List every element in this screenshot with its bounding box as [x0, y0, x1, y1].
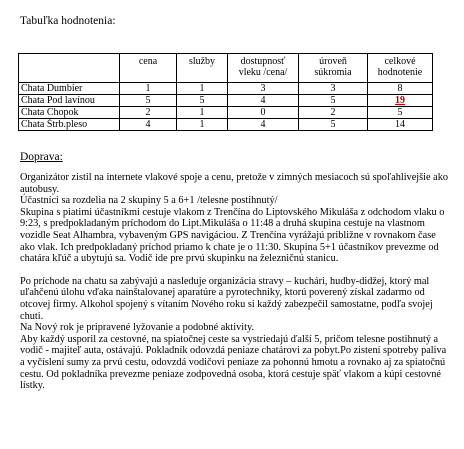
- table-row: [19, 83, 433, 95]
- paragraph-gap: [20, 265, 452, 276]
- table-cell: 2: [299, 107, 368, 119]
- header-cell-sluzby: služby: [177, 54, 228, 83]
- table-cell: 3: [299, 83, 368, 95]
- table-cell: 8: [368, 83, 433, 95]
- table-cell: 2: [120, 107, 177, 119]
- table-cell: 4: [228, 119, 299, 131]
- table-cell: 1: [177, 83, 228, 95]
- table-cell: 3: [228, 83, 299, 95]
- table-row: [19, 95, 433, 107]
- header-cell-dostupnost: dostupnosť vleku /cena/: [228, 54, 299, 83]
- table-cell: 1: [177, 107, 228, 119]
- table-cell: 4: [228, 95, 299, 107]
- table-header-row: [19, 54, 433, 83]
- doprava-paragraph: Skupina s piatimi účastníkmi cestuje vlakom z Trenčína do Liptovského Mikuláša z odchodom vlaku o 9:23, s predpokladaným príchodom do Lipt.Mikuláša o 11:48 a druhá skupina cestuje na vlastnom vozidle Seat Alhambra, vybaveným GPS navigáciou. Z Trenčína vyrážajú približne v rovnakom čase ako vlak. Ich predpokladaný príchod priamo k chate je o 11:30. Skupina 5+1 účastníkov prevezme od chatára kľúč a ubytujú sa. Vodič ide pre prvú skupinku na železničnú stanicu.: [20, 206, 445, 265]
- header-cell-cena: cena: [120, 54, 177, 83]
- doprava-paragraph: Organizátor zistil na internete vlakové spoje a cenu, pretože v zimných mesiacoch sú spoľahlivejšie ako autobusy.: [20, 172, 449, 195]
- table-cell: 5: [299, 119, 368, 131]
- table-cell: Chata Chopok: [19, 107, 120, 119]
- table-row: [19, 119, 433, 131]
- table-cell: 5: [177, 95, 228, 107]
- table-cell: 0: [228, 107, 299, 119]
- table-cell: Chata Dumbier: [19, 83, 120, 95]
- doprava-section: [20, 172, 452, 392]
- doprava-paragraph: Účastníci sa rozdelia na 2 skupiny 5 a 6+1 /telesne postihnutý/: [20, 195, 278, 207]
- table-row: [19, 107, 433, 119]
- header-cell-celkove: celkové hodnotenie: [368, 54, 433, 83]
- table-cell: 5: [299, 95, 368, 107]
- table-cell: Chata Štrb.pleso: [19, 119, 120, 131]
- table-cell: 1: [177, 119, 228, 131]
- table-cell: 14: [368, 119, 433, 131]
- table-cell: 5: [120, 95, 177, 107]
- table-cell: 1: [120, 83, 177, 95]
- organization-paragraph: Po príchode na chatu sa zabývajú a nasleduje organizácia stravy – kuchári, hudby-didžej, ktorý mal uľahčenú úlohu vďaka nainštalovanej aparatúre a pyrotechniky, ktorú poverený získal zadarmo od otcovej firmy. Alkohol spojený s vítaním Nového roku si každý zabezpečil samostatne, podľa svojej chuti.: [20, 275, 433, 322]
- highlighted-total-cell: 19: [368, 95, 433, 107]
- organization-paragraph: Aby každý usporil za cestovné, na spiatočnej ceste sa vystriedajú ďalší 5, pričom telesne postihnutý a vodič - majiteľ auta, ostávajú. Pokladník odovzdá peniaze chatárovi za pobyt.Po zistení spotreby paliva a vyčíslení sumy za prvú cestu, odovzdá vodičovi peniaze za pohonnú hmotu a rovnako aj za spiatočnú cestu. Od pokladníka prevezme peniaze zodpovedná osoba, ktorá cestuje späť vlakom a kúpi cestovné lístky.: [20, 333, 447, 392]
- table-cell: 5: [368, 107, 433, 119]
- organization-paragraph: Na Nový rok je pripravené lyžovanie a podobné aktivity.: [20, 322, 255, 334]
- rating-table: [18, 53, 433, 131]
- table-cell: 4: [120, 119, 177, 131]
- header-cell-uroven: úroveň súkromia: [299, 54, 368, 83]
- header-cell-blank: [19, 54, 120, 83]
- table-cell: Chata Pod lavínou: [19, 95, 120, 107]
- doprava-heading: Doprava:: [20, 151, 63, 163]
- table-title: Tabuľka hodnotenia:: [20, 15, 116, 27]
